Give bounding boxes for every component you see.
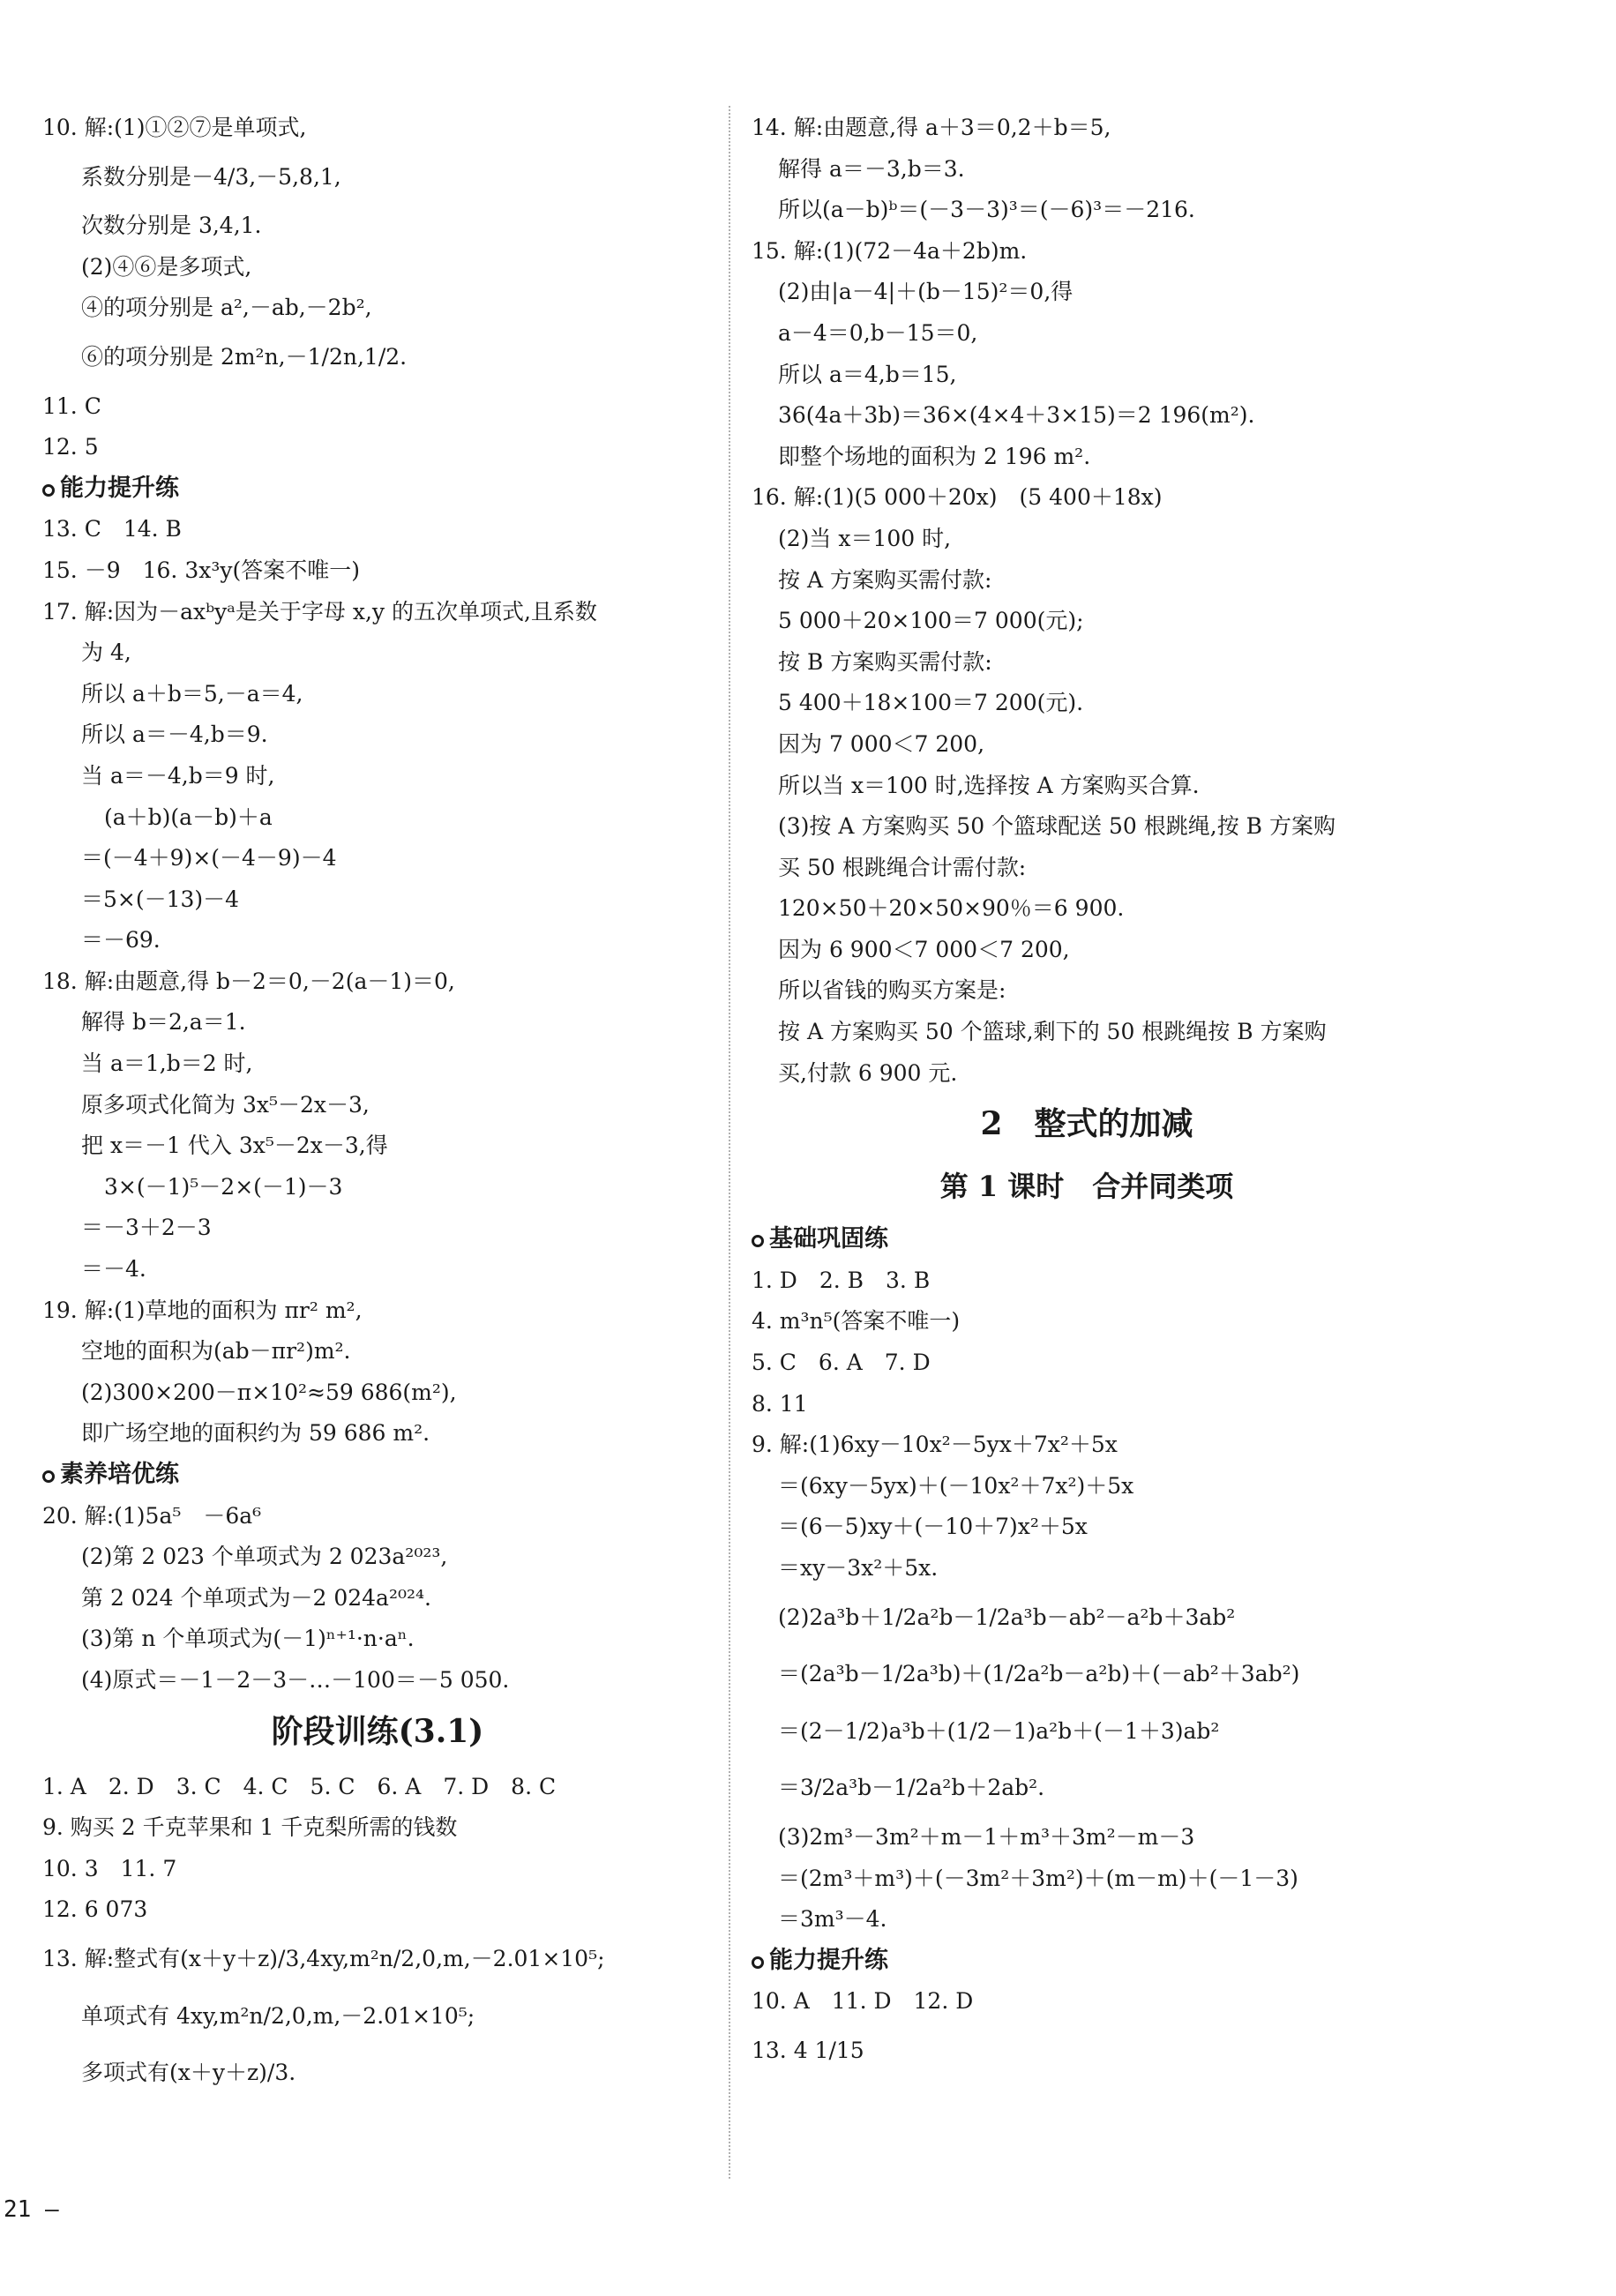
page-number: 21 — [4, 2196, 59, 2223]
answer-line: 13. C 14. B [42, 516, 182, 542]
answer-line: 系数分别是－4/3,－5,8,1, [81, 163, 341, 190]
answer-line: 19. 解:(1)草地的面积为 πr² m², [42, 1297, 363, 1323]
answer-line: 当 a＝1,b＝2 时, [81, 1051, 253, 1077]
answer-line: 13. 解:整式有(x＋y＋z)/3,4xy,m²n/2,0,m,－2.01×10⁵; [42, 1945, 605, 1971]
answer-line: 因为 6 900＜7 000＜7 200, [778, 936, 1070, 962]
answer-line: (3)按 A 方案购买 50 个篮球配送 50 根跳绳,按 B 方案购 [778, 813, 1335, 840]
answer-line: 多项式有(x＋y＋z)/3. [81, 2060, 296, 2086]
answer-line: (2)300×200－π×10²≈59 686(m²), [81, 1379, 457, 1405]
answer-line: 4. m³n⁵(答案不唯一) [752, 1308, 961, 1335]
answer-line: 10. 解:(1)①②⑦是单项式, [42, 115, 307, 140]
answer-line: ＝(6－5)xy＋(－10＋7)x²＋5x [778, 1514, 1088, 1540]
answer-line: 14. 解:由题意,得 a＋3＝0,2＋b＝5, [752, 115, 1111, 140]
answer-line: ④的项分别是 a²,－ab,－2b², [81, 295, 372, 321]
answer-line: 13. 4 1/15 [752, 2037, 864, 2063]
answer-line: (3)2m³－3m²＋m－1＋m³＋3m²－m－3 [778, 1823, 1195, 1850]
answer-line: 1. D 2. B 3. B [752, 1267, 931, 1293]
answer-line: 所以省钱的购买方案是: [778, 977, 1006, 1004]
answer-line: 买,付款 6 900 元. [778, 1059, 958, 1086]
answer-line: 单项式有 4xy,m²n/2,0,m,－2.01×10⁵; [81, 2002, 475, 2029]
answer-line: (a＋b)(a－b)＋a [104, 804, 273, 830]
answer-line: (2)2a³b＋1/2a²b－1/2a³b－ab²－a²b＋3ab² [778, 1604, 1236, 1630]
answer-line: 按 A 方案购买 50 个篮球,剩下的 50 根跳绳按 B 方案购 [778, 1019, 1327, 1045]
answer-line: 18. 解:由题意,得 b－2＝0,－2(a－1)＝0, [42, 968, 455, 994]
exercise-heading: 能力提升练 [752, 1948, 1422, 1974]
answer-line: 所以(a－b)ᵇ＝(－3－3)³＝(－6)³＝－216. [778, 197, 1195, 223]
answer-line: 12. 6 073 [42, 1896, 148, 1923]
answer-line: 即整个场地的面积为 2 196 m². [778, 443, 1091, 469]
right-column [752, 115, 1422, 2087]
answer-line: 为 4, [81, 639, 131, 666]
section-title: 阶段训练(3.1) [271, 1712, 484, 1750]
exercise-heading: 能力提升练 [42, 475, 713, 502]
lesson-title: 第 1 课时 合并同类项 [939, 1170, 1234, 1204]
answer-line: 17. 解:因为－axᵇyᵃ是关于字母 x,y 的五次单项式,且系数 [42, 598, 597, 624]
column-divider [729, 106, 730, 2179]
answer-line: (2)第 2 023 个单项式为 2 023a²⁰²³, [81, 1544, 448, 1570]
answer-line: ＝xy－3x²＋5x. [778, 1555, 939, 1581]
answer-line: (4)原式＝－1－2－3－…－100＝－5 050. [81, 1666, 510, 1693]
answer-line: 第 2 024 个单项式为－2 024a²⁰²⁴. [81, 1584, 431, 1611]
answer-line: 原多项式化简为 3x⁵－2x－3, [81, 1091, 370, 1118]
answer-line: ＝(2a³b－1/2a³b)＋(1/2a²b－a²b)＋(－ab²＋3ab²) [778, 1661, 1300, 1687]
answer-line: ＝－69. [81, 927, 161, 954]
answer-line: ＝3m³－4. [778, 1906, 887, 1933]
answer-line: 9. 解:(1)6xy－10x²－5yx＋7x²＋5x [752, 1432, 1118, 1458]
answer-line: 8. 11 [752, 1390, 808, 1417]
answer-line: ＝－3＋2－3 [81, 1215, 212, 1241]
answer-line: (2)由|a－4|＋(b－15)²＝0,得 [778, 279, 1074, 305]
answer-line: 16. 解:(1)(5 000＋20x) (5 400＋18x) [752, 484, 1163, 511]
answer-line: (2)当 x＝100 时, [778, 525, 952, 551]
answer-line: 次数分别是 3,4,1. [81, 213, 262, 239]
answer-line: 10. A 11. D 12. D [752, 1988, 974, 2015]
answer-line: 20. 解:(1)5a⁵ －6a⁶ [42, 1502, 262, 1529]
exercise-heading: 素养培优练 [42, 1462, 713, 1488]
answer-line: 所以当 x＝100 时,选择按 A 方案购买合算. [778, 772, 1200, 798]
answer-line: 解得 b＝2,a＝1. [81, 1009, 246, 1036]
answer-line: a－4＝0,b－15＝0, [778, 319, 978, 346]
answer-line: 买 50 根跳绳合计需付款: [778, 854, 1027, 880]
exercise-heading: 基础巩固练 [752, 1226, 1422, 1253]
answer-line: 把 x＝－1 代入 3x⁵－2x－3,得 [81, 1133, 388, 1159]
answer-line: 按 A 方案购买需付款: [778, 566, 992, 593]
answer-line: 5 000＋20×100＝7 000(元); [778, 608, 1084, 634]
answer-line: 5 400＋18×100＝7 200(元). [778, 690, 1084, 716]
answer-line: 15. －9 16. 3x³y(答案不唯一) [42, 557, 360, 583]
answer-line: ＝(6xy－5yx)＋(－10x²＋7x²)＋5x [778, 1472, 1134, 1499]
answer-line: ＝(2－1/2)a³b＋(1/2－1)a²b＋(－1＋3)ab² [778, 1717, 1220, 1744]
answer-line: ＝5×(－13)－4 [81, 886, 240, 912]
answer-line: ＝－4. [81, 1256, 146, 1283]
answer-line: ⑥的项分别是 2m²n,－1/2n,1/2. [81, 343, 408, 370]
answer-line: 9. 购买 2 千克苹果和 1 千克梨所需的钱数 [42, 1814, 458, 1841]
section-title: 2 整式的加减 [980, 1105, 1193, 1143]
answer-line: ＝(－4＋9)×(－4－9)－4 [81, 845, 337, 871]
answer-line: ＝(2m³＋m³)＋(－3m²＋3m²)＋(m－m)＋(－1－3) [778, 1865, 1298, 1891]
answer-line: 15. 解:(1)(72－4a＋2b)m. [752, 237, 1028, 264]
answer-line: 11. C [42, 393, 101, 419]
answer-line: 所以 a＝－4,b＝9. [81, 722, 268, 748]
answer-line: 解得 a＝－3,b＝3. [778, 155, 965, 182]
answer-line: 所以 a＝4,b＝15, [778, 361, 957, 387]
answer-line: (2)④⑥是多项式, [81, 253, 252, 280]
left-column [42, 115, 713, 2109]
answer-line: 120×50＋20×50×90％＝6 900. [778, 895, 1125, 922]
answer-line: 10. 3 11. 7 [42, 1855, 177, 1881]
answer-line: (3)第 n 个单项式为(－1)ⁿ⁺¹·n·aⁿ. [81, 1626, 415, 1652]
answer-line: 1. A 2. D 3. C 4. C 5. C 6. A 7. D 8. C [42, 1773, 557, 1799]
answer-line: 5. C 6. A 7. D [752, 1350, 931, 1376]
answer-line: 所以 a＋b＝5,－a＝4, [81, 680, 303, 707]
answer-line: 即广场空地的面积约为 59 686 m². [81, 1420, 430, 1447]
answer-line: 3×(－1)⁵－2×(－1)－3 [104, 1173, 343, 1200]
answer-line: ＝3/2a³b－1/2a²b＋2ab². [778, 1775, 1045, 1801]
answer-line: 当 a＝－4,b＝9 时, [81, 762, 275, 789]
answer-line: 空地的面积为(ab－πr²)m². [81, 1338, 351, 1365]
answer-line: 36(4a＋3b)＝36×(4×4＋3×15)＝2 196(m²). [778, 402, 1255, 429]
answer-line: 按 B 方案购买需付款: [778, 648, 992, 675]
answer-line: 12. 5 [42, 434, 99, 460]
answer-line: 因为 7 000＜7 200, [778, 730, 985, 757]
